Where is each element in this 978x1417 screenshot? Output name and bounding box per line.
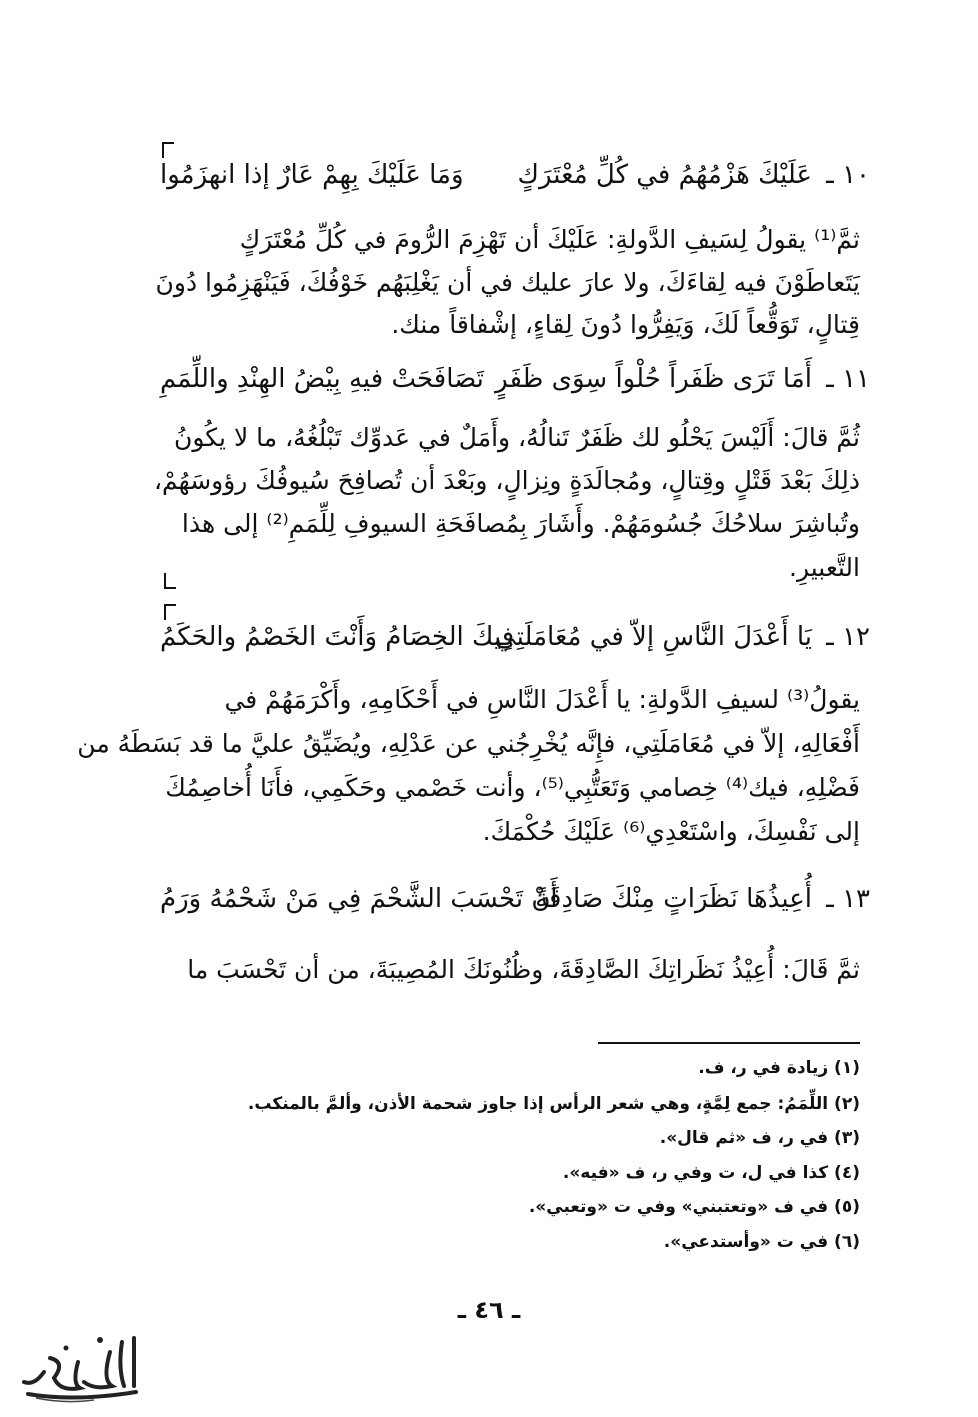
verse-second-hemistich: أَنْ تَحْسَبَ الشَّحْمَ فِي مَنْ شَحْمُهُ وَرَمُ bbox=[160, 884, 558, 914]
verse-13 bbox=[150, 876, 870, 922]
verse-second-hemistich: فِيكَ الخِصَامُ وَأَنْتَ الخَصْمُ والحَكَمُ bbox=[160, 622, 515, 652]
footnote: (٣) في ر، ف «ثم قال». bbox=[659, 1128, 860, 1148]
commentary-line: وتُباشِرَ سلاحُكَ جُسُومَهُمْ. وأَشَارَ بِمُصافَحَةِ السيوفِ لِلِّمَمِ⁽²⁾ إلى هذا bbox=[181, 509, 860, 538]
verse-10 bbox=[150, 152, 870, 198]
commentary-line: أَفْعَالِهِ، إلاّ في مُعَامَلَتِي، فإِنَّه يُخْرِجُني عن عَدْلِهِ، ويُضَيِّقُ عليَّ ما قد بَسَطَهُ من bbox=[77, 729, 860, 758]
commentary-line: التَّعبيرِ. bbox=[789, 553, 860, 582]
footnote: (١) زيادة في ر، ف. bbox=[698, 1058, 860, 1078]
verse-11 bbox=[150, 356, 870, 402]
commentary-line: فَضْلِهِ، فيك⁽⁴⁾ خِصامي وَتَعَتُّبِي⁽⁵⁾، وأنت خَصْمي وحَكَمِي، فأَنَا أُخاصِمُكَ bbox=[165, 773, 860, 802]
verse-number: ١٠ ـ bbox=[826, 160, 870, 190]
footnote: (٥) في ف «وتعتبني» وفي ت «وتعبي». bbox=[528, 1197, 860, 1217]
commentary-line: ثمَّ قَالَ: أُعِيْذُ نَظَراتِكَ الصَّادِقَةَ، وظُنُونَكَ المُصِيبَةَ، من أن تَحْسَبَ ما bbox=[187, 955, 860, 984]
verse-number: ١٢ ـ bbox=[826, 622, 870, 652]
verse-first-hemistich: يَا أَعْدَلَ النَّاسِ إلاّ في مُعَامَلَتِي bbox=[494, 622, 812, 652]
commentary-line: ذلِكَ بَعْدَ قَتْلٍ وقِتالٍ، ومُجالَدَةٍ ونِزالٍ، وبَعْدَ أن تُصافِحَ سُيوفُكَ رؤوسَهُمْ، bbox=[153, 466, 860, 495]
footnote-separator bbox=[598, 1042, 860, 1044]
verse-second-hemistich: تَصَافَحَتْ فيهِ بِيْضُ الهِنْدِ واللِّمَمِ bbox=[160, 364, 484, 394]
verse-first-hemistich: أَمَا تَرَى ظَفَراً حُلْواً سِوَى ظَفَرٍ bbox=[495, 364, 812, 394]
commentary-line: قِتالٍ، تَوَقُّعاً لَكَ، وَيَفِرُّوا دُونَ لِقاءٍ، إشْفاقاً منك. bbox=[391, 310, 860, 339]
page-number: ـ ٤٦ ـ bbox=[457, 1296, 521, 1324]
commentary-line: ثُمَّ قالَ: أَلَيْسَ يَحْلُو لك ظَفَرٌ تَنالُهُ، وأَمَلٌ في عَدوِّك تَبْلُغُهُ، ما لا يكُونُ bbox=[173, 423, 860, 452]
commentary-line: يَتَعاطَوْنَ فيه لِقاءَكَ، ولا عارَ عليك في أن يَغْلِبَهُم خَوْفُكَ، فَيَنْهَزِمُوا دُونَ bbox=[155, 268, 860, 297]
verse-first-hemistich: أُعِيذُهَا نَظَرَاتٍ مِنْكَ صَادِقَةً bbox=[535, 884, 812, 914]
footnote: (٢) اللِّمَمُ: جمع لِمَّةٍ، وهي شعر الرأس إذا جاوز شحمة الأذن، وألمَّ بالمنكب. bbox=[247, 1094, 860, 1114]
footnote: (٦) في ت «وأستدعي». bbox=[663, 1232, 860, 1252]
publisher-logo-icon bbox=[14, 1328, 144, 1408]
bracket-close-mark bbox=[164, 573, 176, 589]
verse-second-hemistich: وَمَا عَلَيْكَ بِهِمْ عَارٌ إذا انهزَمُوا bbox=[160, 160, 464, 190]
footnote: (٤) كذا في ل، ت وفي ر، ف «فيه». bbox=[562, 1163, 860, 1183]
commentary-line: إلى نَفْسِكَ، واسْتَعْدِي⁽⁶⁾ عَلَيْكَ حُكْمَكَ. bbox=[482, 817, 860, 846]
verse-number: ١٣ ـ bbox=[826, 884, 870, 914]
verse-first-hemistich: عَلَيْكَ هَزْمُهُمُ في كُلِّ مُعْتَرَكٍ bbox=[517, 160, 812, 190]
commentary-line: ثمَّ⁽¹⁾ يقولُ لِسَيفِ الدَّولةِ: عَلَيْكَ أن تَهْزِمَ الرُّومَ في كُلِّ مُعْتَرَكٍ bbox=[239, 225, 860, 254]
verse-12 bbox=[150, 614, 870, 660]
commentary-line: يقولُ⁽³⁾ لسيفِ الدَّولةِ: يا أَعْدَلَ النَّاسِ في أَحْكَامِهِ، وأَكْرَمَهُمْ في bbox=[224, 685, 860, 714]
verse-number: ١١ ـ bbox=[826, 364, 870, 394]
